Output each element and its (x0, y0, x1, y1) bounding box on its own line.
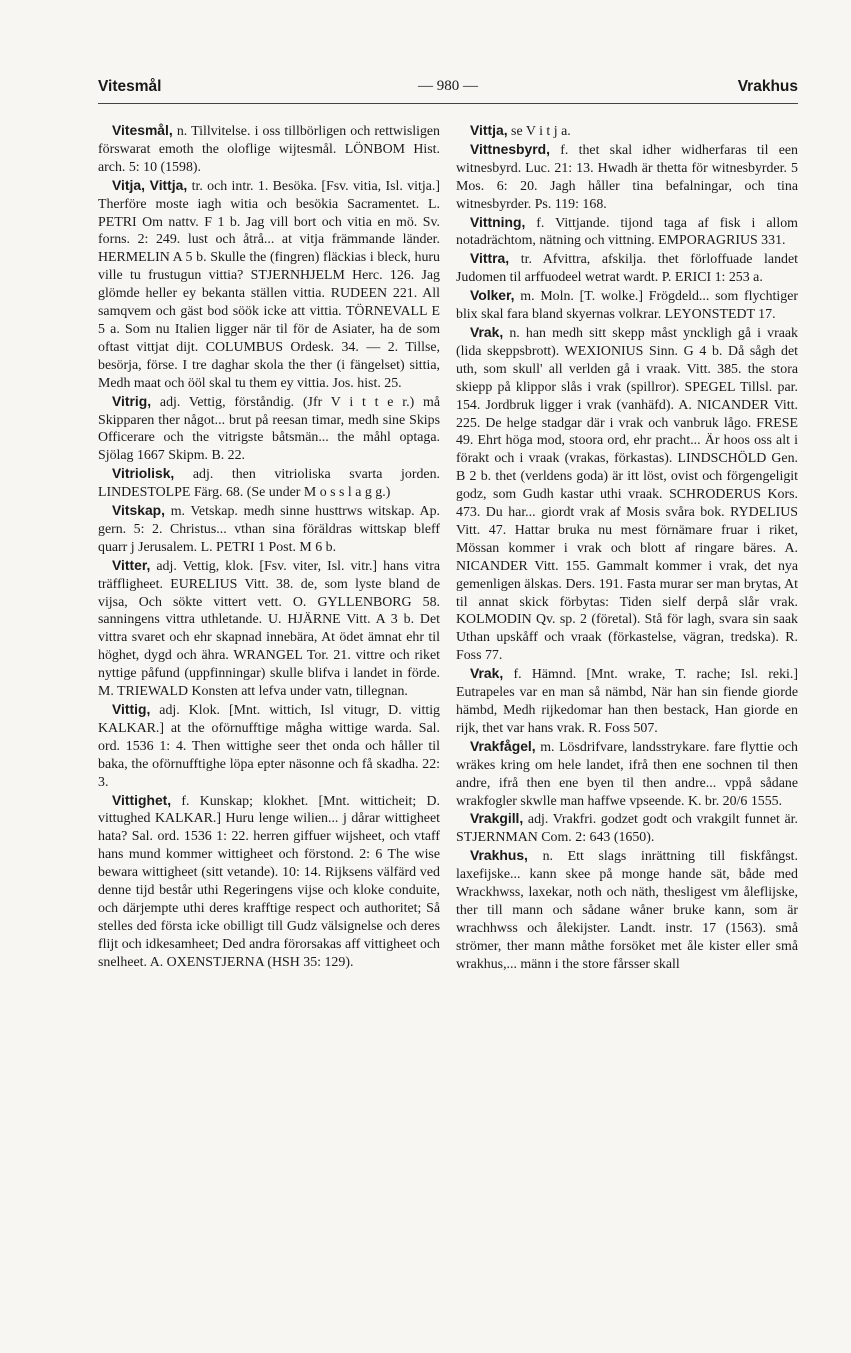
headword: Vitja, Vittja, (112, 176, 188, 193)
entry-body: f. Hämnd. [Mnt. wrake, T. rache; Isl. reki.] Eutrapeles var en man så nämbd, När han sin fiende giorde hämbd, Medh rijkedomar han then bestack, Han giorde en rijk, thet var hans vrak. R. Foss 507. (456, 667, 798, 736)
entry-body: f. Kunskap; klokhet. [Mnt. witticheit; D. vittughed KALKAR.] Huru lenge wilien... j dårar wittigheet hata? Sal. ord. 1536 1: 22. herren giffuer wijsheet, och vtaff hans mund kommer wittigheet och förstond. 2: 6 The wise bewara wittigheet (sitt vetande). 10: 14. Rijksens välfärd ved denne tijd består uthi Regeringens vijse och kloke conduite, och därjempte uthi deres krafftige respect och authoritet; Så stelles ded första icke obilligt till Gudz välsignelse och deres flijt och idkesamheet; Ded andra förorsakas aff vittigheet och snelheet. A. OXENSTJERNA (HSH 35: 129). (98, 793, 440, 970)
entry (456, 250, 798, 287)
entry (98, 177, 440, 393)
entry-body: m. Moln. [T. wolke.] Frögdeld... som flychtiger blix skal fara bland skyernas volkrar. LEYONSTEDT 17. (456, 289, 798, 323)
entry-body: f. thet skal idher widherfaras til een witnesbyrd. Luc. 21: 13. Hwadh är thetta för witnesbyrder. 5 Mos. 6: 20. Jagh håller tina befalningar, och tina witnesbyrder. Ps. 119: 168. (456, 142, 798, 212)
entry-body: se V i t j a. (507, 124, 571, 139)
headword: Vrakfågel, (470, 737, 536, 754)
entry (98, 122, 440, 177)
headword: Vittning, (470, 213, 526, 230)
headword: Volker, (470, 287, 515, 304)
left-column (98, 122, 440, 972)
entry (98, 465, 440, 502)
header-first-entry: Vitesmål (98, 78, 162, 95)
entry (456, 214, 798, 251)
entry (456, 287, 798, 324)
entry-body: adj. Vettig, klok. [Fsv. viter, Isl. vitr.] hans vitra träffligheet. EURELIUS Vitt. 38. de, som lyste bland de vijsa, Och sökte vittert vett. O. GYLLENBORG 58. sanningens vittra uthletande. U. HJÄRNE Vitt. A 3 b. Det vittra svaret och ehr skapnad innebära, At ödet ämnat ehr til höghet, dygd och ähra. WRANGEL Tor. 21. vittre och riket nyttige påfund (uppfinningar) skulle blifva i landet in förde. M. TRIEWALD Konsten att lefva under vatn, tillegnan. (98, 558, 440, 700)
entry (456, 847, 798, 973)
entry (456, 141, 798, 214)
headword: Vrak, (470, 665, 504, 682)
entry-body: adj. Vettig, förståndig. (Jfr V i t t e r.) må Skipparen ther något... brut på reesan timar, medh sine Skips Officerare och the vitrigste båtsmän... the måhl optaga. Sjölag 1667 Skipm. B. 22. (98, 394, 440, 464)
entry-body: m. Lösdrifvare, landsstrykare. fare flyttie och wräkes kring om hele landet, ifrå then ene sochnen til then andre, ifrå then ene byen til then andre... vppå sådane wrakfogler skwlle man haffwe vpseende. K. br. 20/6 1555. (456, 739, 798, 809)
entry (456, 122, 798, 141)
entry (98, 393, 440, 466)
headword: Vitrig, (112, 392, 152, 409)
page-header (98, 78, 798, 100)
header-rule (98, 103, 798, 104)
entry-body: adj. then vitrioliska svarta jorden. LINDESTOLPE Färg. 68. (Se under M o s s l a g g.) (98, 467, 440, 501)
entry-body: adj. Klok. [Mnt. wittich, Isl vitugr, D. vittig KALKAR.] at the oförnufftige mågha wittige warda. Sal. ord. 1536 1: 4. Then wittighe seer thet onda och håller til baka, the oförnufftighe löpa epter näsonne och få skadha. 22: 3. (98, 703, 440, 790)
headword: Vittja, (470, 122, 508, 138)
headword: Vitskap, (112, 502, 166, 519)
entry (98, 792, 440, 972)
headword: Vittig, (112, 701, 151, 717)
entry-body: n. han medh sitt skepp måst ynckligh gå i vraak (lida skeppsbrott). WEXIONIUS Sinn. G 4 b. Då sågh det uth, som skull' all verlden gå i vraak. Vitt. 385. the stora skiepp på klippor slås i vrak (spillror). SPEGEL Tillsl. par. 154. Jordbruk ligger i vrak (vanhäfd). A. NICANDER Vitt. 225. De helge stadgar där i vrak och vanbruk lågo. FRESE 49. Ehrt höga mod, stoora ord, ehr pracht... Är hoos oss alt i förakt och i vraak (vrakas, förkastas). LINDSCHÖLD Gen. B 2 b. thet (verldens goda) är itt löst, ovist och förgengeligit godz, som Gudh kastar uthi vraak. SCHRODERUS Kors. 473. Du har... giordt vrak af Mosis svåra bok. RYDELIUS Vitt. 47. Hattar bruka nu mest förnämare fruar i riket, Mössan kommer i vrak och blott af ringare bäres. A. NICANDER Vitt. 155. Gammalt kommer i vrak, det nya gemenligen älskas. Ders. 191. Fasta murar ser man brytas, At til annat skick förbytas: Tiden sielf derpå slår vrak. KOLMODIN Qv. sp. 2 (företal). Stå för lagh, svara sin saak Uthan upskåff och vraak (förkastelse, vägran, tredska). R. Foss 77. (456, 325, 798, 664)
entry (456, 810, 798, 847)
headword: Vitriolisk, (112, 465, 175, 482)
entry-body: tr. Afvittra, afskilja. thet förloffuade landet Judomen til arffuodeel wetrat wardt. P. ERICI 1: 253 a. (456, 252, 798, 286)
entry (456, 665, 798, 738)
entry-body: f. Vittjande. tijond taga af fisk i allom notadrächtom, nätning och vittning. EMPORAGRIUS 331. (456, 215, 798, 249)
headword: Vittnesbyrd, (470, 140, 551, 157)
entry (456, 738, 798, 811)
right-column (456, 122, 798, 974)
headword: Vittra, (470, 250, 510, 267)
entry-body: tr. och intr. 1. Besöka. [Fsv. vitia, Isl. vitja.] Therföre moste iagh witia och besökia Sacramentet. L. PETRI Om nattv. F 1 b. Jag vill bort och vitia en mö. Sv. forns. 2: 249. lust och åtrå... at vitja främmande länder. HERMELIN A 5 b. Skulle the (fingren) fläckias i bleck, huru ville tu frustugun vittia? STJERNHJELM Herc. 126. Jag glömde heller ey bekanta ställen vittia. RUDEEN 221. All samqvem och gäst bod söök icke att vittia. TÖRNEVALL E 5 a. Som nu Italien ligger när til för de Asiater, ha de som oftast vittjat dijt. COLUMBUS Ordesk. 34. — 2. Tillse, besörja, förse. I tre daghar skola the ther (i fängelset) sittia, Medh maat och ööl skal tu them ey vittia. Jos. hist. 25. (98, 178, 440, 391)
entry (98, 701, 440, 792)
entry-body: n. Tillvitelse. i oss tillbörligen och rettwisligen förswarat emoth the oloflige wijtesmål. LÖNBOM Hist. arch. 5: 10 (1598). (98, 124, 440, 175)
headword: Vitter, (112, 556, 151, 573)
entry (456, 324, 798, 665)
headword: Vittighet, (112, 791, 172, 808)
headword: Vrak, (470, 323, 504, 340)
entry-body: n. Ett slags inrättning till fiskfångst. laxefijske... kann skee på monge hande sät, både med Wrackhwss, laxekar, noth och näth, thesligest vm åleflijske, ther till mann och sådane wåner bruke kann, som är wrachhwss och ålekijster. Landt. instr. 17 (1563). små strömer, ther mann måthe forsöket met åle kister eller små wrakhus,... männ i the store fårsser skall (456, 849, 798, 972)
entry-body: m. Vetskap. medh sinne husttrws witskap. Ap. gern. 5: 2. Christus... vthan sina föräldras wittskap bleff quarr j Jerusalem. L. PETRI 1 Post. M 6 b. (98, 504, 440, 555)
entry (98, 502, 440, 557)
headword: Vitesmål, (112, 122, 173, 138)
headword: Vrakhus, (470, 847, 528, 864)
entry (98, 557, 440, 701)
entry-body: adj. Vrakfri. godzet godt och vrakgilt funnet är. STJERNMAN Com. 2: 643 (1650). (456, 812, 798, 846)
headword: Vrakgill, (470, 810, 524, 827)
page-number: — 980 — (418, 78, 478, 94)
header-last-entry: Vrakhus (737, 78, 798, 95)
